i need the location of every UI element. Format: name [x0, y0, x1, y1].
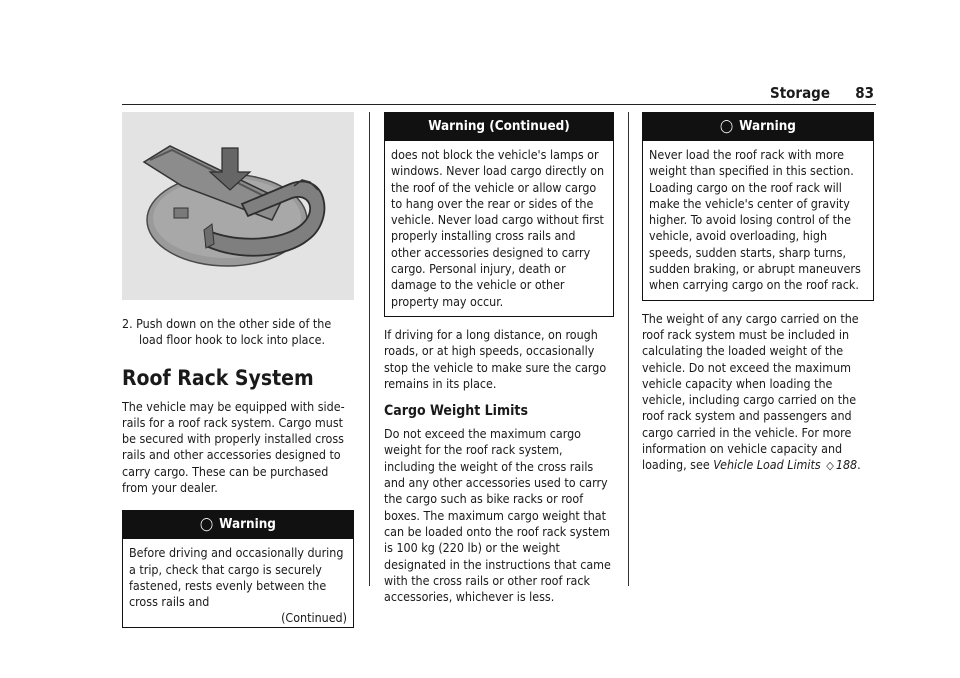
warning-icon: ◯ [720, 119, 734, 134]
warning-text: Never load the roof rack with more weight than specified in this section. Loading cargo on the roof rack will make the vehicle's center of gravity higher. To avoid losing control of the vehicle, avoid overloading, high speeds, sudden starts, sharp turns, sudden braking, or abrupt maneuvers when carrying cargo on the roof rack. [649, 147, 861, 293]
warning-title: Warning [219, 517, 276, 533]
paragraph: Do not exceed the maximum cargo weight for the roof rack system, including the weight of the cross rails and any other accessories used to carry the cargo such as bike racks or roof boxes. The maximum cargo weight that can be loaded onto the roof rack system is 100 kg (220 lb) or the weight designated in the instructions that came with the cross rails or other roof rack accessories, whichever is less. [384, 426, 611, 605]
paragraph-text: The weight of any cargo carried on the roof rack system must be included in calculating the loaded weight of the vehicle. Do not exceed the maximum vehicle capacity when loading the vehicle, including cargo carried on the roof rack system and passengers and cargo carried in the vehicle. For more information on vehicle capacity and loading, see [642, 310, 859, 473]
intro-paragraph: The vehicle may be equipped with side-rails for a roof rack system. Cargo must be secured with properly installed cross rails and other accessories designed to carry cargo. These can be purchased from your dealer. [122, 398, 345, 496]
warning-box [122, 510, 354, 627]
warning-header [385, 113, 613, 141]
warning-box [642, 112, 874, 301]
reference-page[interactable]: 188 [835, 457, 858, 473]
warning-box-continued [384, 112, 614, 317]
reference-link[interactable]: Vehicle Load Limits [713, 457, 821, 473]
paragraph [642, 311, 874, 475]
column-2 [384, 112, 614, 605]
page-header [122, 82, 876, 104]
warning-text: Before driving and occasionally during a trip, check that cargo is securely fastened, rests evenly between the cross rails and [129, 545, 344, 610]
warning-icon: ◯ [200, 517, 214, 533]
warning-header [643, 113, 873, 141]
column-divider [369, 112, 370, 586]
column-divider [628, 112, 629, 586]
paragraph: If driving for a long distance, on rough roads, or at high speeds, occasionally stop the vehicle to make sure the cargo remains in its place. [384, 326, 607, 391]
subheading: Cargo Weight Limits [384, 403, 528, 420]
reference-end: . [857, 457, 861, 473]
floor-hook-drawing [122, 112, 354, 300]
page-ref-icon: ◇ [826, 459, 834, 473]
step-2: 2. Push down on the other side of the load floor hook to lock into place. [122, 316, 332, 348]
header-rule [122, 104, 876, 105]
section-title: Storage [769, 84, 830, 102]
warning-header [123, 511, 353, 539]
column-3 [642, 112, 874, 475]
column-1 [122, 112, 354, 628]
warning-title: Warning (Continued) [428, 119, 570, 134]
page-number: 83 [855, 84, 874, 102]
warning-title: Warning [739, 119, 796, 134]
section-heading: Roof Rack System [122, 365, 314, 390]
floor-hook-illustration [122, 112, 354, 300]
continued-label: (Continued) [281, 609, 347, 625]
warning-text: does not block the vehicle's lamps or windows. Never load cargo directly on the roof of the vehicle or allow cargo to hang over the rear or sides of the vehicle. Never load cargo without first properly installing cross rails and other accessories designed to carry cargo. Personal injury, death or damage to the vehicle or other property may occur. [391, 147, 605, 309]
